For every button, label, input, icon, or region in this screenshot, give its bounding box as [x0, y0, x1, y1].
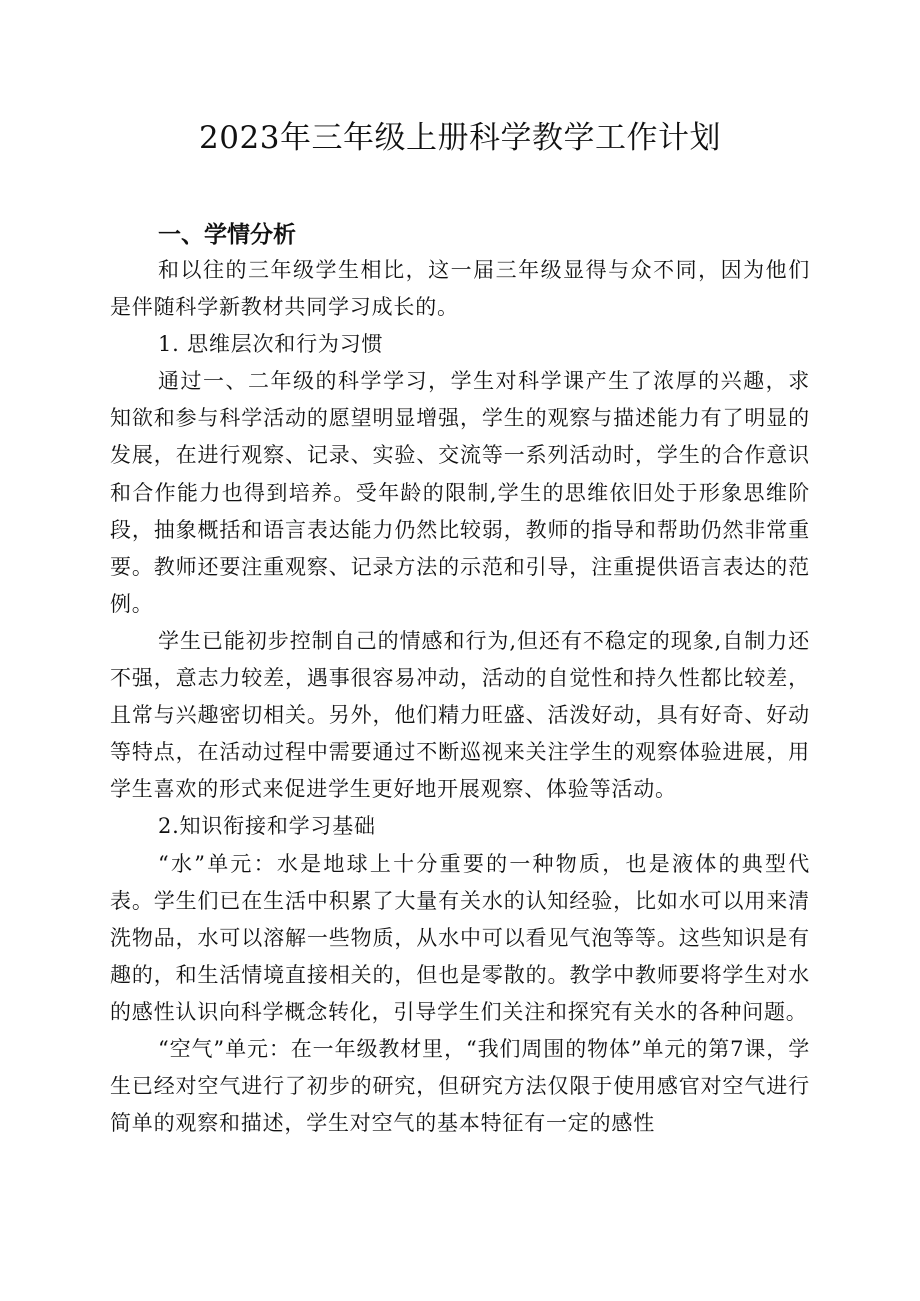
paragraph-thinking: 通过一、二年级的科学学习，学生对科学课产生了浓厚的兴趣，求知欲和参与科学活动的愿望明显增强，学生的观察与描述能力有了明显的发展，在进行观察、记录、实验、交流等一系列活动时，学生的合作意识和合作能力也得到培养。受年龄的限制,学生的思维依旧处于形象思维阶段，抽象概括和语言表达能力仍然比较弱，教师的指导和帮助仍然非常重要。教师还要注重观察、记录方法的示范和引导，注重提供语言表达的范例。: [110, 369, 810, 616]
subheading-knowledge-basis: 2.知识衔接和学习基础: [158, 814, 376, 839]
paragraph-water-unit: “水”单元：水是地球上十分重要的一种物质，也是液体的典型代表。学生们已在生活中积累了大量有关水的认知经验，比如水可以用来清洗物品，水可以溶解一些物质，从水中可以看见气泡等等。这些知识是有趣的，和生活情境直接相关的，但也是零散的。教学中教师要将学生对水的感性认识向科学概念转化，引导学生们关注和探究有关水的各种问题。: [110, 851, 810, 1024]
intro-paragraph: 和以往的三年级学生相比，这一届三年级显得与众不同，因为他们是伴随科学新教材共同学习成长的。: [110, 258, 810, 320]
subheading-thinking-behavior: 1. 思维层次和行为习惯: [158, 332, 384, 357]
paragraph-air-unit: “空气”单元：在一年级教材里，“我们周围的物体”单元的第7课，学生已经对空气进行了初步的研究，但研究方法仅限于使用感官对空气进行简单的观察和描述，学生对空气的基本特征有一定的感性: [110, 1036, 810, 1136]
document-title: 2023年三年级上册科学教学工作计划: [199, 120, 721, 156]
document-body: [110, 252, 810, 1142]
section-heading-learning-analysis: 一、学情分析: [158, 222, 296, 248]
paragraph-behavior: 学生已能初步控制自己的情感和行为,但还有不稳定的现象,自制力还不强，意志力较差，遇事很容易冲动，活动的自觉性和持久性都比较差，且常与兴趣密切相关。另外，他们精力旺盛、活泼好动，具有好奇、好动等特点，在活动过程中需要通过不断巡视来关注学生的观察体验进展，用学生喜欢的形式来促进学生更好地开展观察、体验等活动。: [110, 628, 810, 802]
